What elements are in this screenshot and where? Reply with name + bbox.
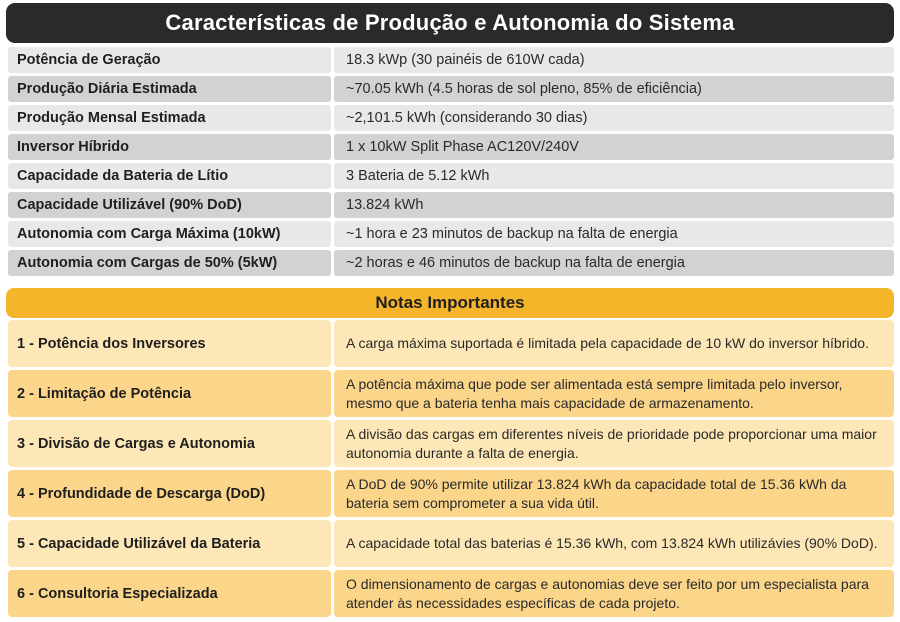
note-text: A capacidade total das baterias é 15.36 kWh, com 13.824 kWh utilizávies (90% DoD).	[334, 520, 894, 567]
spec-label: Autonomia com Carga Máxima (10kW)	[8, 221, 331, 247]
note-label: 4 - Profundidade de Descarga (DoD)	[8, 470, 331, 517]
spec-value: 1 x 10kW Split Phase AC120V/240V	[334, 134, 894, 160]
table-row	[8, 250, 894, 276]
note-text: A potência máxima que pode ser alimentada está sempre limitada pelo inversor, mesmo que a bateria tenha mais capacidade de armazenamento.	[334, 370, 894, 417]
table-row	[8, 47, 894, 73]
spec-value: ~2 horas e 46 minutos de backup na falta de energia	[334, 250, 894, 276]
table-row	[8, 370, 894, 417]
spec-label: Capacidade da Bateria de Lítio	[8, 163, 331, 189]
table-row	[8, 470, 894, 517]
table-row	[8, 570, 894, 617]
spec-label: Autonomia com Cargas de 50% (5kW)	[8, 250, 331, 276]
spec-value: ~70.05 kWh (4.5 horas de sol pleno, 85% de eficiência)	[334, 76, 894, 102]
table-row	[8, 105, 894, 131]
note-text: O dimensionamento de cargas e autonomias deve ser feito por um especialista para atender às necessidades específicas de cada projeto.	[334, 570, 894, 617]
spec-value: ~1 hora e 23 minutos de backup na falta de energia	[334, 221, 894, 247]
note-label: 2 - Limitação de Potência	[8, 370, 331, 417]
table-row	[8, 520, 894, 567]
spec-value: 13.824 kWh	[334, 192, 894, 218]
spec-label: Produção Mensal Estimada	[8, 105, 331, 131]
spec-value: ~2,101.5 kWh (considerando 30 dias)	[334, 105, 894, 131]
table-row	[8, 192, 894, 218]
note-label: 1 - Potência dos Inversores	[8, 320, 331, 367]
table-row	[8, 76, 894, 102]
note-label: 5 - Capacidade Utilizável da Bateria	[8, 520, 331, 567]
spec-value: 3 Bateria de 5.12 kWh	[334, 163, 894, 189]
table-row	[8, 221, 894, 247]
table-row	[8, 134, 894, 160]
note-text: A DoD de 90% permite utilizar 13.824 kWh da capacidade total de 15.36 kWh da bateria sem comprometer a sua vida útil.	[334, 470, 894, 517]
specs-table	[8, 47, 894, 279]
spec-label: Potência de Geração	[8, 47, 331, 73]
notes-table	[8, 320, 894, 620]
note-label: 3 - Divisão de Cargas e Autonomia	[8, 420, 331, 467]
table-row	[8, 163, 894, 189]
page-title: Características de Produção e Autonomia do Sistema	[6, 3, 894, 43]
spec-label: Capacidade Utilizável (90% DoD)	[8, 192, 331, 218]
table-row	[8, 420, 894, 467]
note-label: 6 - Consultoria Especializada	[8, 570, 331, 617]
note-text: A carga máxima suportada é limitada pela capacidade de 10 kW do inversor híbrido.	[334, 320, 894, 367]
spec-value: 18.3 kWp (30 painéis de 610W cada)	[334, 47, 894, 73]
notes-header: Notas Importantes	[6, 288, 894, 318]
spec-label: Inversor Híbrido	[8, 134, 331, 160]
spec-label: Produção Diária Estimada	[8, 76, 331, 102]
table-row	[8, 320, 894, 367]
note-text: A divisão das cargas em diferentes níveis de prioridade pode proporcionar uma maior autonomia durante a falta de energia.	[334, 420, 894, 467]
